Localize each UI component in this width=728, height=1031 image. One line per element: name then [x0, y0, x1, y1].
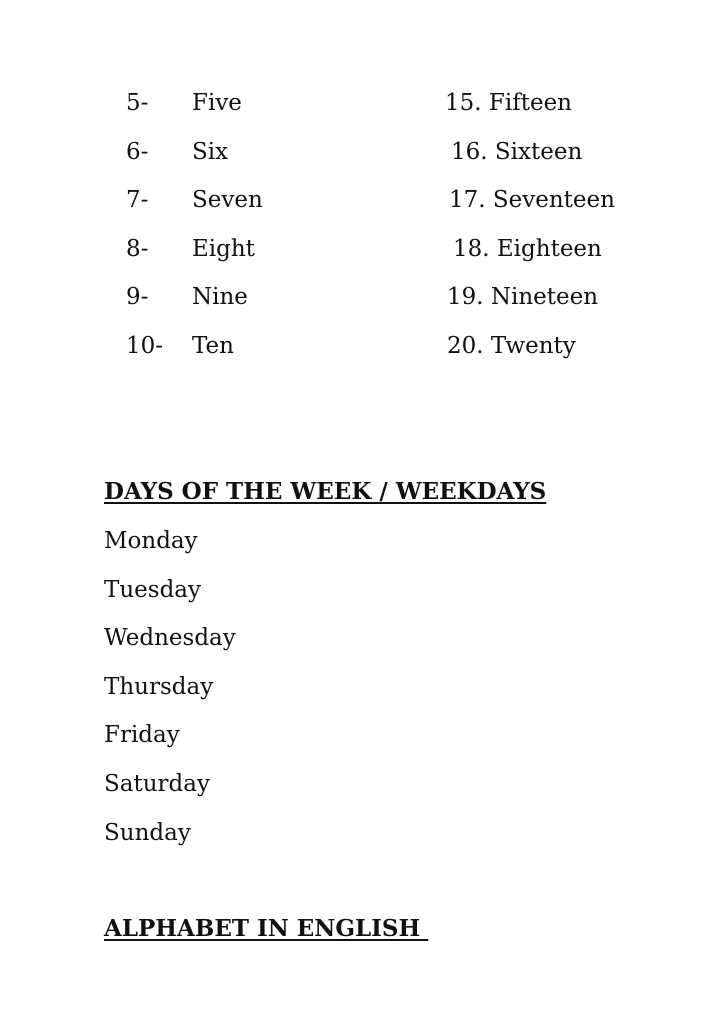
- number-label: 7-: [126, 187, 149, 214]
- day-item: Friday: [104, 722, 180, 749]
- day-item: Saturday: [104, 770, 210, 797]
- number-teen: 16. Sixteen: [451, 138, 583, 165]
- number-word: Nine: [192, 284, 248, 311]
- number-label: 10-: [126, 332, 164, 359]
- number-word: Ten: [192, 332, 234, 359]
- numbers-list: [0, 85, 728, 377]
- number-row: [0, 182, 728, 231]
- number-label: 8-: [126, 235, 149, 262]
- day-item: Sunday: [104, 819, 191, 846]
- number-teen: 17. Seventeen: [449, 187, 615, 214]
- number-word: Seven: [192, 187, 263, 214]
- number-word: Six: [192, 138, 229, 165]
- number-row: [0, 231, 728, 280]
- number-label: 9-: [126, 284, 149, 311]
- number-row: [0, 328, 728, 377]
- number-teen: 15. Fifteen: [445, 90, 572, 116]
- alphabet-heading: ALPHABET IN ENGLISH: [104, 915, 429, 942]
- day-item: Thursday: [104, 673, 214, 700]
- number-teen: 20. Twenty: [447, 332, 576, 359]
- day-item: Wednesday: [104, 625, 236, 652]
- number-word: Five: [192, 90, 242, 116]
- number-word: Eight: [192, 235, 255, 262]
- number-row: [0, 279, 728, 328]
- day-item: Tuesday: [104, 576, 201, 603]
- number-row: [0, 85, 728, 134]
- number-teen: 18. Eighteen: [453, 235, 602, 262]
- days-heading: DAYS OF THE WEEK / WEEKDAYS: [104, 478, 547, 505]
- number-label: 6-: [126, 138, 149, 165]
- number-label: 5-: [126, 90, 149, 116]
- number-row: [0, 134, 728, 183]
- number-teen: 19. Nineteen: [447, 284, 599, 311]
- days-list: [104, 523, 236, 863]
- day-item: Monday: [104, 528, 198, 554]
